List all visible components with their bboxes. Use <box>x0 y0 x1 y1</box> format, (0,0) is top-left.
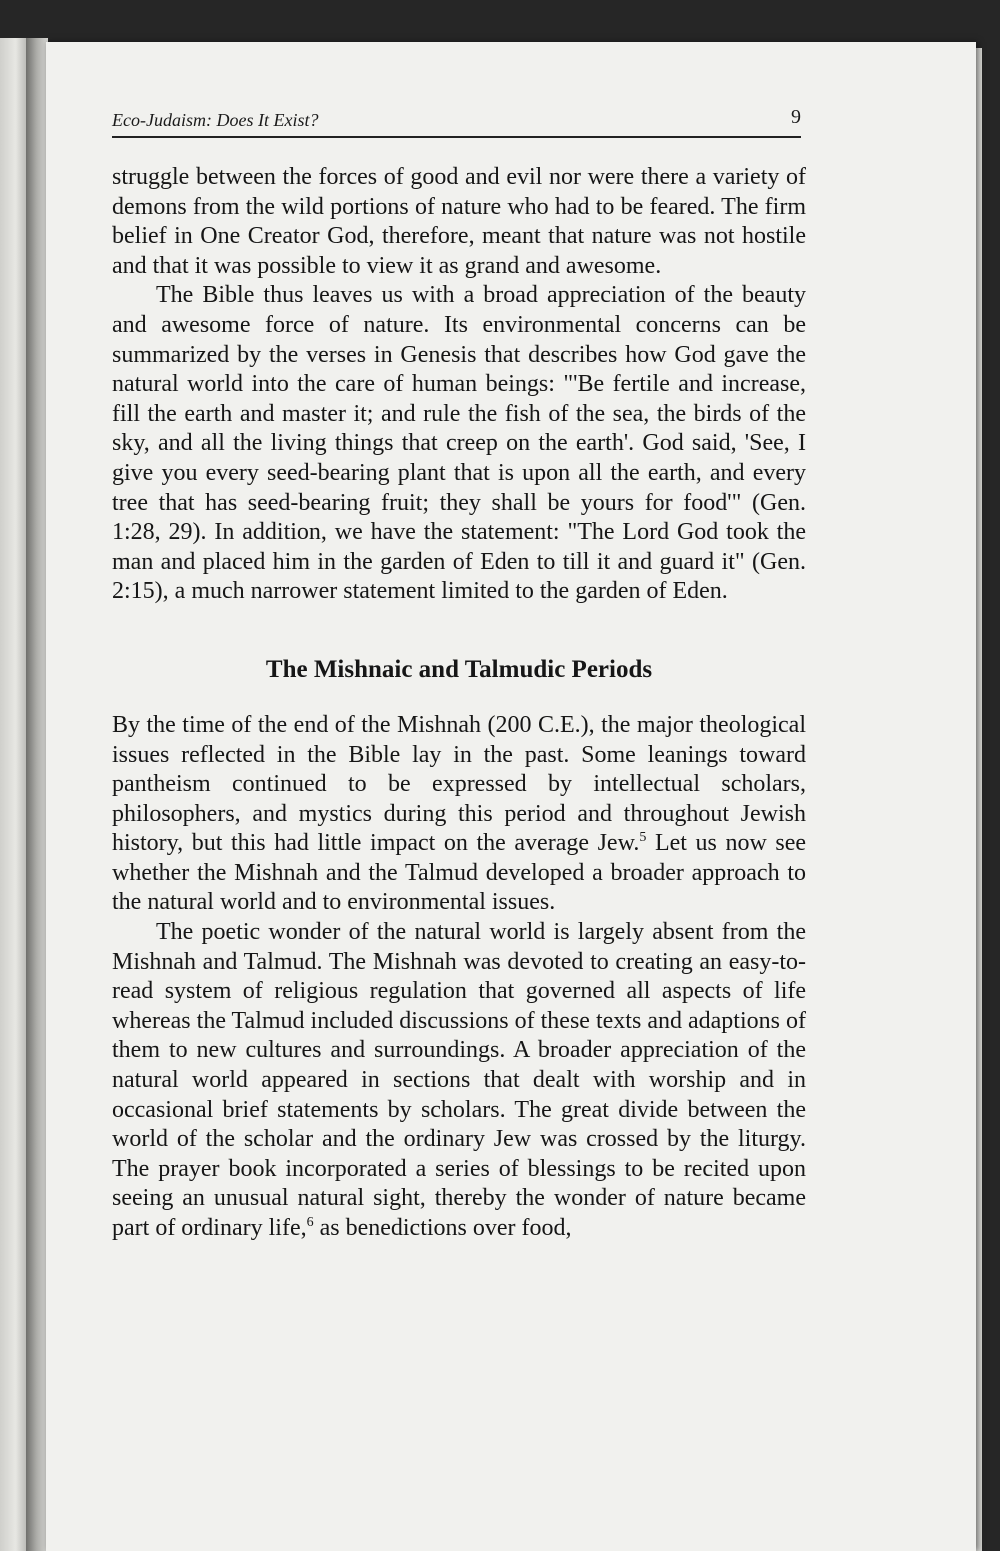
paragraph-4-text-a: The poetic wonder of the natural world is largely absent from the Mishnah and Talmud. The Mishnah was devoted to creating an easy-to-read system of religious regulation that governed all aspects of life whereas the Talmud included discussions of these texts and adaptions of them to new cultures and surroundings. A broader appreciation of the natural world appeared in sections that dealt with worship and in occasional brief statements by scholars. The great divide between the world of the scholar and the ordinary Jew was crossed by the liturgy. The prayer book incorporated a series of blessings to be recited upon seeing an unusual natural sight, thereby the wonder of nature became part of ordinary life, <box>112 919 806 1241</box>
paragraph-3-text-b: Let us now see whether the Mishnah and the Talmud developed a broader approach to the natural world and to environmental issues. <box>112 830 807 916</box>
footnote-ref-5: 5 <box>639 830 647 846</box>
book-gutter <box>26 38 48 1551</box>
paragraph-3 <box>112 711 806 918</box>
running-head-title: Eco-Judaism: Does It Exist? <box>112 110 319 130</box>
paragraph-2: The Bible thus leaves us with a broad appreciation of the beauty and awesome force of nature. Its environmental concerns can be summarized by the verses in Genesis that describes how God gave the natural world into the care of human beings: "'Be fertile and increase, fill the earth and master it; and rule the fish of the sea, the birds of the sky, and all the living things that creep on the earth'. God said, 'See, I give you every seed-bearing plant that is upon all the earth, and every tree that has seed-bearing fruit; they shall be yours for food'" (Gen. 1:28, 29). In addition, we have the statement: "The Lord God took the man and placed him in the garden of Eden to till it and guard it" (Gen. 2:15), a much narrower statement limited to the garden of Eden. <box>112 282 806 605</box>
page-number: 9 <box>791 106 801 128</box>
paragraph-1: struggle between the forces of good and evil nor were there a variety of demons from the wild portions of nature who had to be feared. The firm belief in One Creator God, therefore, meant that nature was not hostile and that it was possible to view it as grand and awesome. <box>112 164 806 279</box>
page-stack-edge <box>976 48 982 1551</box>
paragraph-3-text-a: By the time of the end of the Mishnah (200 C.E.), the major theological issues reflected in the Bible lay in the past. Some leanings toward pantheism continued to be expressed by intellectual scholars, philosophers, and mystics during this period and throughout Jewish history, but this had little impact on the average Jew. <box>112 711 806 857</box>
body-text <box>112 163 806 1244</box>
footnote-ref-6: 6 <box>306 1215 314 1230</box>
running-head <box>112 106 801 138</box>
paragraph-4 <box>112 918 806 1244</box>
paragraph-4-text-b: as benedictions over food, <box>313 1215 572 1241</box>
section-heading: The Mishnaic and Talmudic Periods <box>265 655 653 683</box>
facing-page-edge <box>0 38 26 1551</box>
